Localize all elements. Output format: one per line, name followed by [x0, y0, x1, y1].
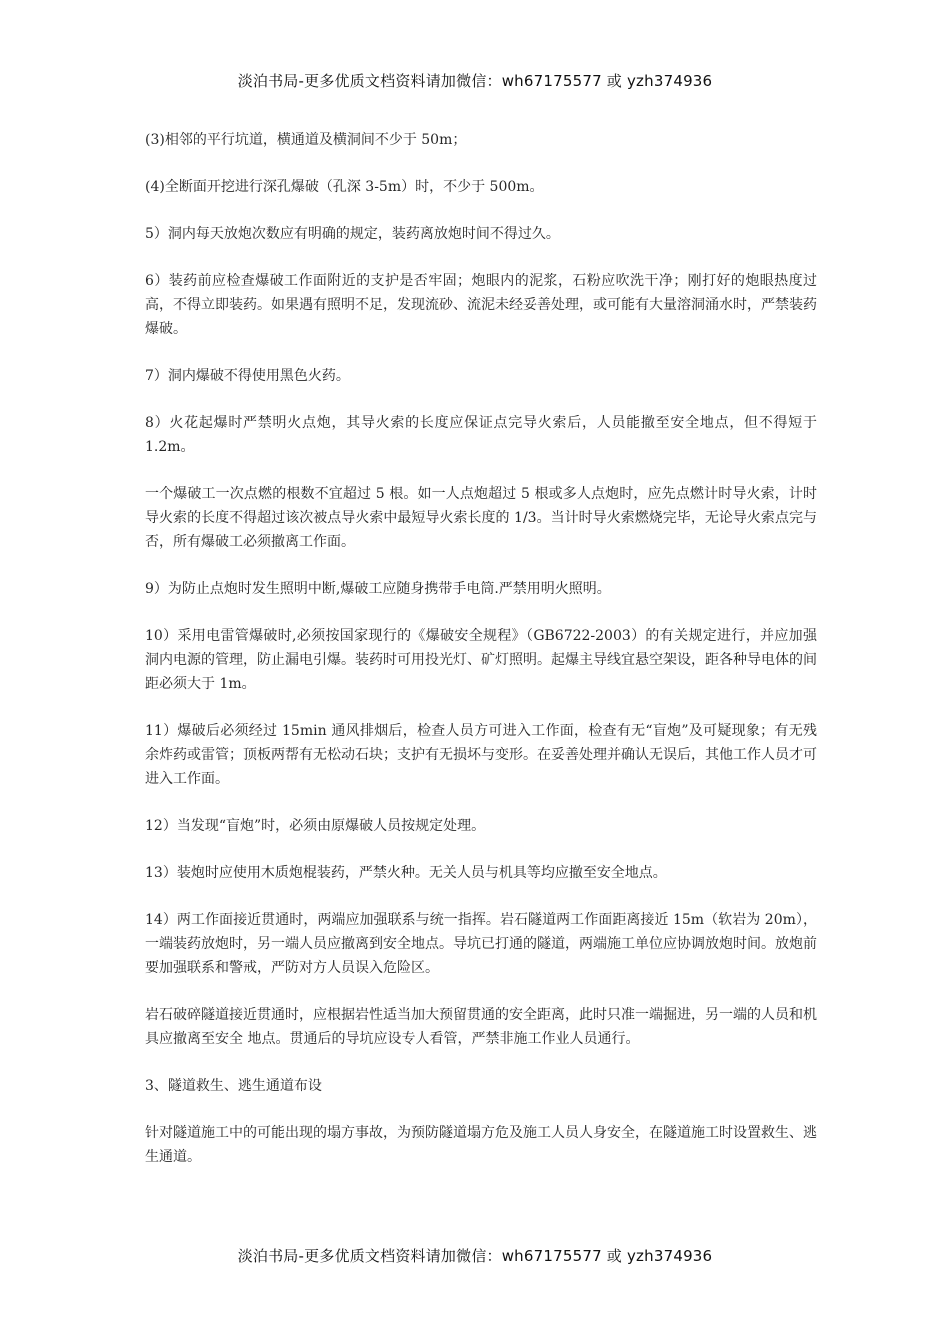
paragraph: 7）洞内爆破不得使用黑色火药。 [145, 368, 350, 384]
paragraph: 10）采用电雷管爆破时,必须按国家现行的《爆破安全规程》（GB6722-2003）的有关规定进行，并应加强洞内电源的管理，防止漏电引爆。装药时可用投光灯、矿灯照明。起爆主导线宜悬空架设，距各种导电体的间距必须大于 1m。 [145, 628, 817, 692]
page-header: 淡泊书局-更多优质文档资料请加微信：wh67175577 或 yzh374936 [237, 72, 713, 90]
paragraph: 岩石破碎隧道接近贯通时，应根据岩性适当加大预留贯通的安全距离，此时只准一端掘进，另一端的人员和机具应撤离至安全 地点。贯通后的导坑应设专人看管，严禁非施工作业人员通行。 [145, 1007, 817, 1047]
paragraph: (4)全断面开挖进行深孔爆破（孔深 3-5m）时，不少于 500m。 [145, 179, 544, 195]
paragraph: 9）为防止点炮时发生照明中断,爆破工应随身携带手电筒.严禁用明火照明。 [145, 581, 611, 597]
paragraph: 6）装药前应检查爆破工作面附近的支护是否牢固；炮眼内的泥浆，石粉应吹洗干净；刚打好的炮眼热度过高，不得立即装药。如果遇有照明不足，发现流砂、流泥未经妥善处理，或可能有大量溶洞涌水时，严禁装药爆破。 [145, 273, 817, 337]
document-body [145, 128, 817, 1192]
paragraph: (3)相邻的平行坑道，横通道及横洞间不少于 50m； [145, 132, 467, 148]
paragraph: 5）洞内每天放炮次数应有明确的规定，装药离放炮时间不得过久。 [145, 226, 560, 242]
paragraph: 14）两工作面接近贯通时，两端应加强联系与统一指挥。岩石隧道两工作面距离接近 15m（软岩为 20m），一端装药放炮时，另一端人员应撤离到安全地点。导坑已打通的隧道，两端施工单位应协调放炮时间。放炮前要加强联系和警戒，严防对方人员误入危险区。 [145, 912, 817, 976]
section-heading: 3、隧道救生、逃生通道布设 [145, 1078, 322, 1094]
paragraph: 12）当发现“盲炮”时，必须由原爆破人员按规定处理。 [145, 818, 486, 834]
paragraph: 8）火花起爆时严禁明火点炮，其导火索的长度应保证点完导火索后，人员能撤至安全地点，但不得短于 1.2m。 [145, 415, 817, 455]
paragraph: 一个爆破工一次点燃的根数不宜超过 5 根。如一人点炮超过 5 根或多人点炮时，应先点燃计时导火索，计时导火索的长度不得超过该次被点导火索中最短导火索长度的 1/3。当计时导火索燃烧完毕，无论导火索点完与否，所有爆破工必须撤离工作面。 [145, 486, 817, 550]
paragraph: 11）爆破后必须经过 15min 通风排烟后，检查人员方可进入工作面，检查有无“盲炮”及可疑现象；有无残余炸药或雷管；顶板两帮有无松动石块；支护有无损坏与变形。在妥善处理并确认无误后，其他工作人员才可进入工作面。 [145, 723, 817, 787]
page-footer: 淡泊书局-更多优质文档资料请加微信：wh67175577 或 yzh374936 [237, 1247, 713, 1265]
paragraph: 13）装炮时应使用木质炮棍装药，严禁火种。无关人员与机具等均应撤至安全地点。 [145, 865, 667, 881]
paragraph: 针对隧道施工中的可能出现的塌方事故，为预防隧道塌方危及施工人员人身安全，在隧道施工时设置救生、逃生通道。 [145, 1125, 817, 1165]
